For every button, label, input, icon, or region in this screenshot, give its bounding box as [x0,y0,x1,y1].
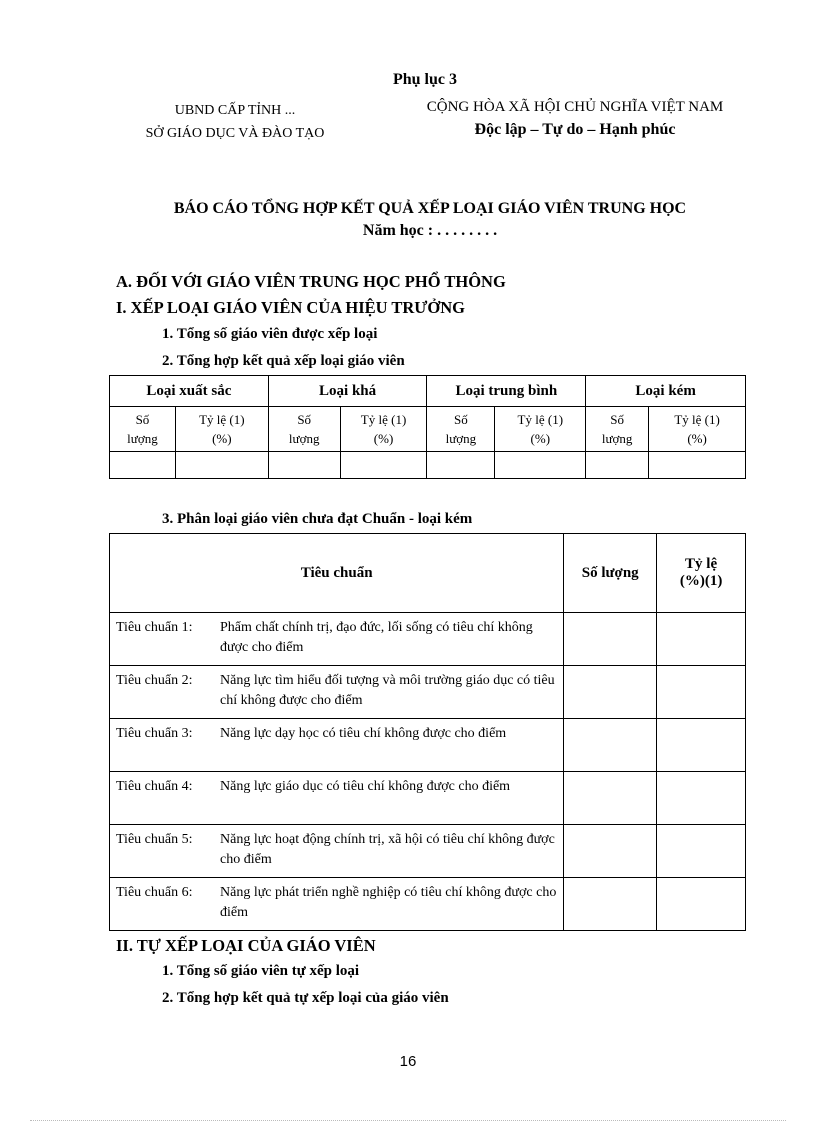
empty-cell [564,772,657,825]
item-i-2: 2. Tổng hợp kết quả xếp loại giáo viên [162,353,405,369]
empty-cell [564,825,657,878]
empty-cell [495,452,586,479]
criteria-cell: Tiêu chuẩn 1: Phẩm chất chính trị, đạo đức, lối sống có tiêu chí không được cho điểm [110,613,564,666]
issuing-authority: UBND CẤP TỈNH ... [174,103,296,118]
empty-cell [657,613,746,666]
criteria-cell: Tiêu chuẩn 5: Năng lực hoạt động chính trị, xã hội có tiêu chí không được cho điểm [110,825,564,878]
empty-cell [657,666,746,719]
section-a-heading: A. ĐỐI VỚI GIÁO VIÊN TRUNG HỌC PHỔ THÔNG [116,272,506,291]
criteria-cell: Tiêu chuẩn 2: Năng lực tìm hiểu đối tượng và môi trường giáo dục có tiêu chí không được cho điểm [110,666,564,719]
group-header-average: Loại trung bình [427,376,586,407]
empty-cell [657,772,746,825]
ratio-header: Tỷ lệ (1) (%) [340,407,427,452]
empty-cell [649,452,746,479]
empty-cell [175,452,268,479]
table-row [110,613,746,666]
group-header-excellent: Loại xuất sắc [110,376,269,407]
empty-cell [657,825,746,878]
item-i-3: 3. Phân loại giáo viên chưa đạt Chuẩn - loại kém [162,511,473,527]
table-row [110,878,746,931]
report-title: BÁO CÁO TỔNG HỢP KẾT QUẢ XẾP LOẠI GIÁO VIÊN TRUNG HỌC [173,200,687,217]
empty-cell [586,452,649,479]
page-number: 16 [399,1053,417,1070]
empty-cell [268,452,340,479]
national-motto: Độc lập – Tự do – Hạnh phúc [474,121,676,138]
item-ii-1: 1. Tổng số giáo viên tự xếp loại [162,963,360,979]
empty-cell [564,666,657,719]
count-header: Số lượng [110,407,176,452]
table-row [110,719,746,772]
count-column-header: Số lượng [564,534,657,613]
empty-cell [340,452,427,479]
table-row [110,772,746,825]
page-bottom-rule [30,1120,786,1121]
department-name: SỞ GIÁO DỤC VÀ ĐÀO TẠO [145,126,325,141]
group-header-poor: Loại kém [586,376,746,407]
ratio-header: Tỷ lệ (1) (%) [495,407,586,452]
empty-cell [564,878,657,931]
ratio-column-header: Tỷ lệ (%)(1) [657,534,746,613]
table-row [110,666,746,719]
substandard-classification-table [109,533,746,931]
group-header-good: Loại khá [268,376,427,407]
count-header: Số lượng [427,407,495,452]
criteria-cell: Tiêu chuẩn 4: Năng lực giáo dục có tiêu chí không được cho điểm [110,772,564,825]
classification-summary-table [109,375,746,479]
item-ii-2: 2. Tổng hợp kết quả tự xếp loại của giáo viên [162,990,449,1006]
empty-cell [657,878,746,931]
section-i-heading: I. XẾP LOẠI GIÁO VIÊN CỦA HIỆU TRƯỞNG [116,298,466,317]
criteria-cell: Tiêu chuẩn 6: Năng lực phát triển nghề nghiệp có tiêu chí không được cho điểm [110,878,564,931]
empty-cell [427,452,495,479]
count-header: Số lượng [586,407,649,452]
item-i-1: 1. Tổng số giáo viên được xếp loại [162,326,378,342]
empty-cell [564,719,657,772]
ratio-header: Tỷ lệ (1) (%) [175,407,268,452]
national-title: CỘNG HÒA XÃ HỘI CHỦ NGHĨA VIỆT NAM [426,99,724,115]
criteria-cell: Tiêu chuẩn 3: Năng lực dạy học có tiêu chí không được cho điểm [110,719,564,772]
table-row [110,825,746,878]
count-header: Số lượng [268,407,340,452]
appendix-label: Phụ lục 3 [392,71,457,88]
ratio-header: Tỷ lệ (1) (%) [649,407,746,452]
empty-cell [564,613,657,666]
school-year: Năm học : . . . . . . . . [362,222,498,239]
empty-cell [657,719,746,772]
empty-cell [110,452,176,479]
criteria-column-header: Tiêu chuẩn [110,534,564,613]
section-ii-heading: II. TỰ XẾP LOẠI CỦA GIÁO VIÊN [116,936,376,955]
